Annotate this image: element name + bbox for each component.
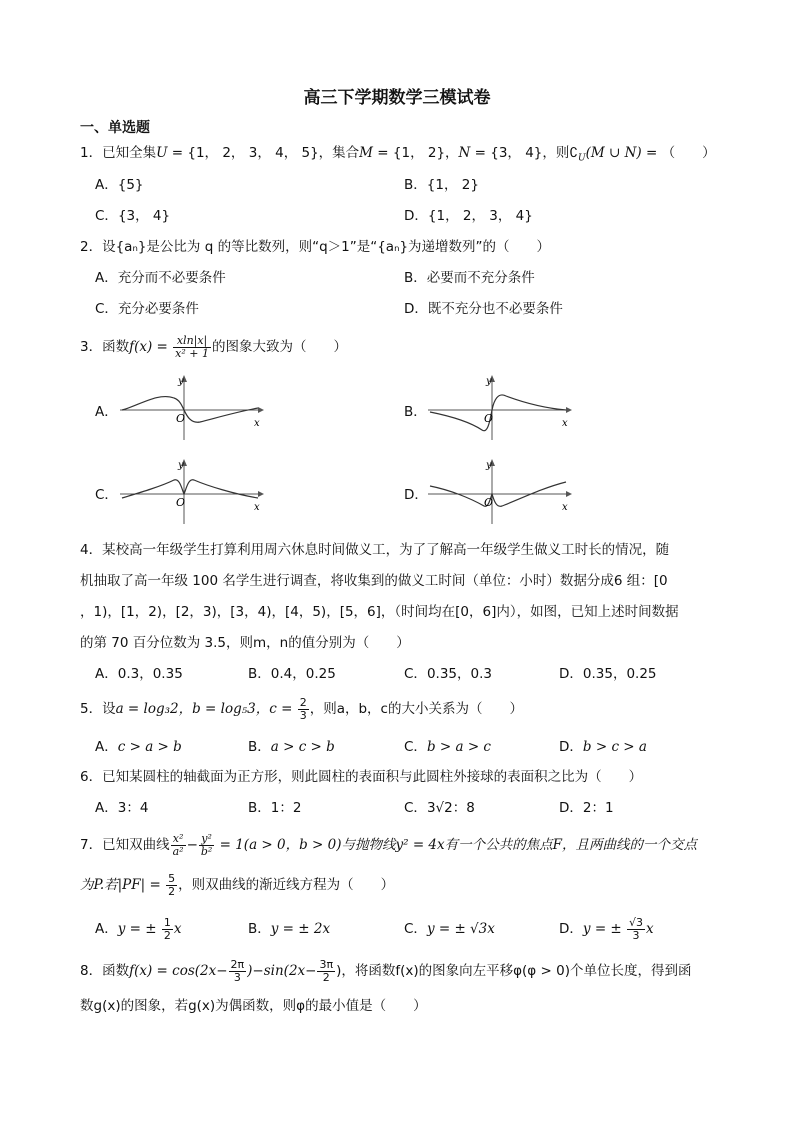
option-a[interactable]: A．0.3，0.35 bbox=[95, 666, 183, 682]
question-4: 4．某校高一年级学生打算利用周六休息时间做义工，为了了解高一年级学生做义工时长的情况，随 bbox=[80, 542, 670, 558]
fraction: $\frac{2}{3}$ bbox=[299, 695, 307, 722]
question-4-line: 机抽取了高一年级 100 名学生进行调查，将收集到的做义工时间（单位：小时）数据分成6 组：[0 bbox=[80, 573, 668, 589]
fraction: $\frac{\text{x²}}{\text{a²}}$ bbox=[172, 831, 184, 858]
page-title: 高三下学期数学三模试卷 bbox=[303, 88, 491, 108]
option-c[interactable]: C．{3， 4} bbox=[95, 208, 171, 224]
question-7-line: 为P.若|PF| = $\frac{5}{2}$ ，则双曲线的渐近线方程为（ ） bbox=[80, 871, 395, 898]
option-b[interactable]: B．y = ± 2x bbox=[248, 921, 331, 937]
question-1: 1．已知全集U = {1， 2， 3， 4， 5}，集合M = {1， 2}，N = {3， 4}，则$∁_U(M$ ∪ N) = （ ） bbox=[80, 145, 716, 164]
option-b[interactable]: B．a > c > b bbox=[248, 739, 335, 755]
option-c[interactable]: C．充分必要条件 bbox=[95, 301, 199, 317]
option-a-label[interactable]: A． bbox=[95, 404, 118, 420]
question-2: 2．设{aₙ}是公比为 q 的等比数列，则“q＞1”是“{aₙ}为递增数列”的（ ） bbox=[80, 239, 551, 255]
option-b[interactable]: B．必要而不充分条件 bbox=[404, 270, 535, 286]
fraction: $\frac{3\pi}{2}$ bbox=[319, 957, 334, 984]
option-d[interactable]: D．y = ± $\frac{√3}{3}$ x bbox=[559, 915, 654, 942]
option-c[interactable]: C．3√2：8 bbox=[404, 800, 475, 816]
fraction: $\frac{xln|x|}{\text{x² + 1}}$ bbox=[175, 333, 209, 360]
axis-y-label: y bbox=[178, 376, 184, 387]
option-d[interactable]: D．2：1 bbox=[559, 800, 614, 816]
option-d[interactable]: D．既不充分也不必要条件 bbox=[404, 301, 563, 317]
fraction: $\frac{5}{2}$ bbox=[168, 871, 176, 898]
origin-label: O bbox=[484, 496, 494, 509]
option-d[interactable]: D．0.35，0.25 bbox=[559, 666, 657, 682]
option-a[interactable]: A．{5} bbox=[95, 177, 144, 193]
fraction: $\frac{1}{2}$ bbox=[163, 915, 171, 942]
axis-y-label: y bbox=[486, 376, 492, 387]
question-6: 6．已知某圆柱的轴截面为正方形，则此圆柱的表面积与此圆柱外接球的表面积之比为（ ） bbox=[80, 769, 643, 785]
option-d[interactable]: D．{1， 2， 3， 4} bbox=[404, 208, 533, 224]
fraction: $\frac{\text{y²}}{\text{b²}}$ bbox=[200, 831, 213, 858]
option-c[interactable]: C．b > a > c bbox=[404, 739, 491, 755]
option-b[interactable]: B．1：2 bbox=[248, 800, 302, 816]
option-a[interactable]: A．y = ± $\frac{1}{2}$ x bbox=[95, 915, 182, 942]
section-heading: 一、单选题 bbox=[80, 120, 150, 136]
question-4-line: 的第 70 百分位数为 3.5，则m，n的值分别为（ ） bbox=[80, 635, 410, 651]
option-b-label[interactable]: B． bbox=[404, 404, 427, 420]
axis-x-label: x bbox=[562, 418, 568, 429]
axis-x-label: x bbox=[254, 502, 260, 513]
question-3: 3．函数f(x) = $\frac{xln|x|}{\text{x² + 1}}$ 的图象大致为（ ） bbox=[80, 333, 347, 360]
origin-label: O bbox=[176, 496, 186, 509]
question-5: 5．设a = log₃2，b = log₅3，c = $\frac{2}{3}$ ，则a，b，c的大小关系为（ ） bbox=[80, 695, 523, 722]
origin-label: O bbox=[176, 412, 186, 425]
option-d[interactable]: D．b > c > a bbox=[559, 739, 647, 755]
graph-b[interactable] bbox=[426, 372, 576, 442]
option-a[interactable]: A．充分而不必要条件 bbox=[95, 270, 226, 286]
option-c[interactable]: C．y = ± √3x bbox=[404, 921, 495, 937]
option-b[interactable]: B．0.4，0.25 bbox=[248, 666, 336, 682]
question-number: 1． bbox=[80, 145, 103, 161]
graph-a[interactable] bbox=[118, 372, 268, 442]
axis-x-label: x bbox=[254, 418, 260, 429]
fraction: $\frac{√3}{3}$ bbox=[629, 915, 644, 942]
question-8: 8．函数f(x) = cos(2x− $\frac{2\pi}{3}$ )−sin(2x− $\frac{3\pi}{2}$ )，将函数f(x)的图象向左平移φ(φ > 0)个单位长度，得到函 bbox=[80, 957, 692, 984]
question-4-line: ，1)，[1，2)，[2，3)，[3，4)，[4，5)，[5，6]，（时间均在[0，6]内），如图，已知上述时间数据 bbox=[80, 604, 679, 620]
fraction: $\frac{2\pi}{3}$ bbox=[230, 957, 245, 984]
graph-d[interactable] bbox=[426, 456, 576, 526]
option-c-label[interactable]: C． bbox=[95, 487, 118, 503]
question-7: 7．已知双曲线 $\frac{\text{x²}}{\text{a²}}$ − $\frac{\text{y²}}{\text{b²}}$ = 1(a > 0，b > 0)与抛物线y² = 4x有一个公共的焦点F，且两曲线的一个交点 bbox=[80, 831, 698, 858]
option-a[interactable]: A．c > a > b bbox=[95, 739, 182, 755]
axis-y-label: y bbox=[486, 460, 492, 471]
option-c[interactable]: C．0.35，0.3 bbox=[404, 666, 492, 682]
option-b[interactable]: B．{1， 2} bbox=[404, 177, 479, 193]
option-a[interactable]: A．3：4 bbox=[95, 800, 149, 816]
question-8-line: 数g(x)的图象，若g(x)为偶函数，则φ的最小值是（ ） bbox=[80, 998, 427, 1014]
origin-label: O bbox=[484, 412, 494, 425]
option-d-label[interactable]: D． bbox=[404, 487, 428, 503]
graph-c[interactable] bbox=[118, 456, 268, 526]
axis-y-label: y bbox=[178, 460, 184, 471]
axis-x-label: x bbox=[562, 502, 568, 513]
